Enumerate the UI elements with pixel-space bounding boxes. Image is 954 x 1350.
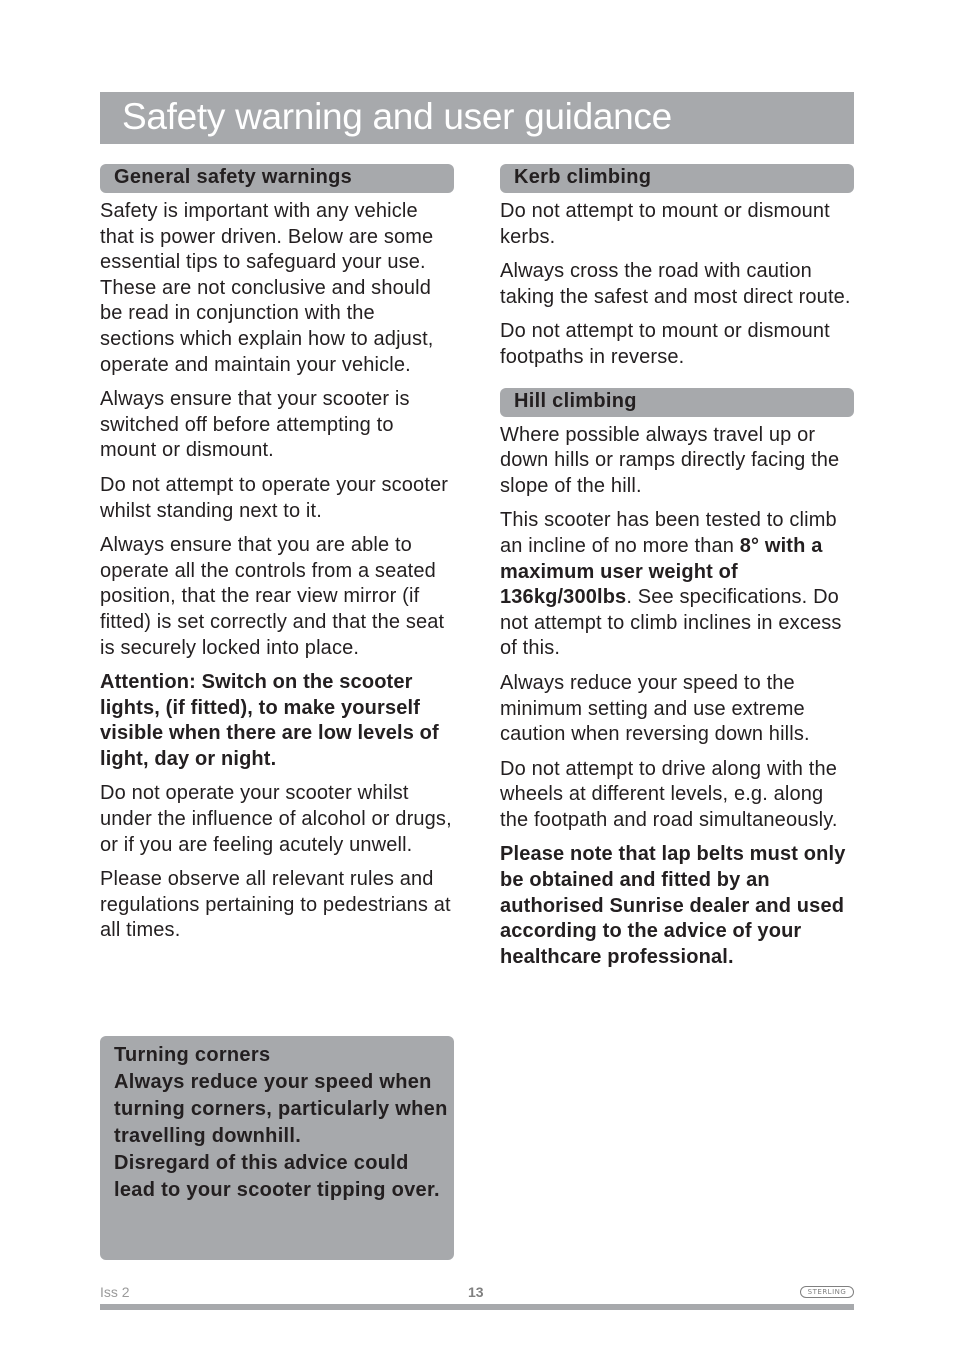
footer-rule [100,1304,854,1310]
kerb-paragraph-1: Do not attempt to mount or dismount kerbs. [500,200,830,248]
attention-paragraph: Attention: Switch on the scooter lights, (if fitted), to make yourself visible when there are low levels of light, day or night. [100,671,439,770]
kerb-paragraph-3: Do not attempt to mount or dismount footpaths in reverse. [500,320,830,368]
right-column [500,164,854,979]
general-paragraph-1: Safety is important with any vehicle that is power driven. Below are some essential tips to safeguard your use. These are not conclusive and should be read in conjunction with the sections which explain how to adjust, operate and maintain your vehicle. [100,200,434,376]
general-paragraph-3: Do not attempt to operate your scooter whilst standing next to it. [100,473,449,522]
brand-logo: STERLING [800,1286,854,1298]
hill-climbing-heading: Hill climbing [500,388,854,417]
page-number: 13 [468,1284,484,1300]
kerb-climbing-heading: Kerb climbing [500,164,854,193]
general-safety-heading: General safety warnings [100,164,454,193]
callout-line-2: Disregard of this advice could lead to your scooter tipping over. [114,1152,440,1201]
hill-p2-text-a: This scooter has been tested to climb an incline of no more than [500,509,837,557]
page-title: Safety warning and user guidance [122,96,672,137]
hill-paragraph-4: Do not attempt to drive along with the wheels at different levels, e.g. along the footpath and road simultaneously. [500,757,838,831]
lap-belts-paragraph: Please note that lap belts must only be obtained and fitted by an authorised Sunrise dealer and used according to the advice of your healthcare professional. [500,843,846,968]
title-bar [100,92,854,144]
kerb-paragraph-2: Always cross the road with caution taking the safest and most direct route. [500,260,851,308]
callout-title: Turning corners [114,1044,271,1066]
general-paragraph-7: Please observe all relevant rules and regulations pertaining to pedestrians at all times. [100,868,451,942]
general-paragraph-2: Always ensure that your scooter is switched off before attempting to mount or dismount. [100,388,410,462]
hill-paragraph-1: Where possible always travel up or down hills or ramps directly facing the slope of the hill. [500,423,840,497]
hill-p2-bold: 8° with a maximum user weight of 136kg/300lbs [500,534,823,609]
turning-corners-callout [100,1036,454,1260]
issue-label: Iss 2 [100,1284,130,1300]
callout-line-1: Always reduce your speed when turning corners, particularly when travelling downhill. [114,1071,448,1147]
hill-p2-text-c: . See specifications. Do not attempt to climb inclines in excess of this. [500,586,842,660]
general-paragraph-6: Do not operate your scooter whilst under the influence of alcohol or drugs, or if you are feeling acutely unwell. [100,782,452,856]
page-footer [100,1282,854,1312]
left-column [100,164,454,953]
hill-paragraph-2 [500,508,854,662]
general-paragraph-4: Always ensure that you are able to operate all the controls from a seated position, that the rear view mirror (if fitted) is set correctly and that the seat is securely locked into place. [100,534,445,659]
hill-paragraph-3: Always reduce your speed to the minimum setting and use extreme caution when reversing down hills. [500,671,810,746]
